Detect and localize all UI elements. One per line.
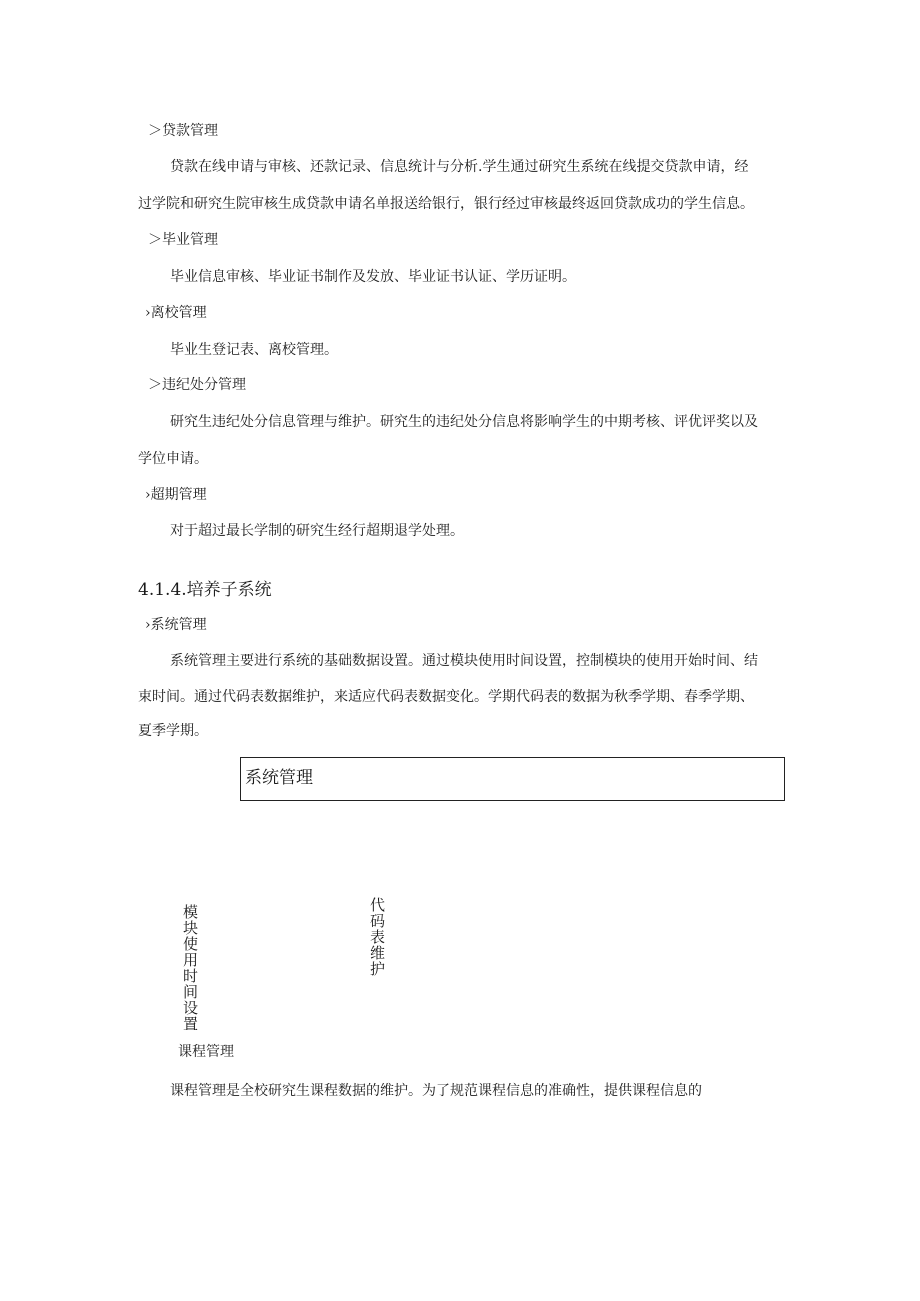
diagram-child-module-time-setting: 模块使用时间设置 <box>181 904 199 1032</box>
system-management-paragraph-line: 系统管理主要进行系统的基础数据设置。通过模块使用时间设置，控制模块的使用开始时间、结 <box>170 653 758 669</box>
overdue-management-paragraph: 对于超过最长学制的研究生经行超期退学处理。 <box>170 523 464 539</box>
graduation-management-paragraph: 毕业信息审核、毕业证书制作及发放、毕业证书认证、学历证明。 <box>170 269 576 285</box>
diagram-child-code-table-maintenance: 代码表维护 <box>368 897 386 977</box>
system-management-title: ›系统管理 <box>145 617 207 633</box>
loan-management-paragraph-line: 贷款在线申请与审核、还款记录、信息统计与分析.学生通过研究生系统在线提交贷款申请，经 <box>170 159 749 175</box>
diagram-root-box <box>240 757 785 801</box>
discipline-management-paragraph-line: 研究生违纪处分信息管理与维护。研究生的违纪处分信息将影响学生的中期考核、评优评奖以及 <box>170 414 758 430</box>
course-management-paragraph: 课程管理是全校研究生课程数据的维护。为了规范课程信息的准确性，提供课程信息的 <box>170 1083 702 1099</box>
system-management-paragraph-line: 束时间。通过代码表数据维护，来适应代码表数据变化。学期代码表的数据为秋季学期、春季学期、 <box>138 689 754 705</box>
section-heading: 4.1.4.培养子系统 <box>138 580 272 600</box>
discipline-management-title: ＞违纪处分管理 <box>148 377 246 393</box>
leaving-school-management-paragraph: 毕业生登记表、离校管理。 <box>170 342 338 358</box>
system-management-paragraph-line: 夏季学期。 <box>138 723 208 739</box>
discipline-management-paragraph-line: 学位申请。 <box>138 451 208 467</box>
overdue-management-title: ›超期管理 <box>145 487 207 503</box>
loan-management-title: ＞贷款管理 <box>148 123 218 139</box>
graduation-management-title: ＞毕业管理 <box>148 232 218 248</box>
leaving-school-management-title: ›离校管理 <box>145 305 207 321</box>
course-management-title: 课程管理 <box>178 1044 234 1060</box>
loan-management-paragraph-line: 过学院和研究生院审核生成贷款申请名单报送给银行，银行经过审核最终返回贷款成功的学生信息。 <box>138 196 754 212</box>
diagram-root-label: 系统管理 <box>245 768 313 788</box>
